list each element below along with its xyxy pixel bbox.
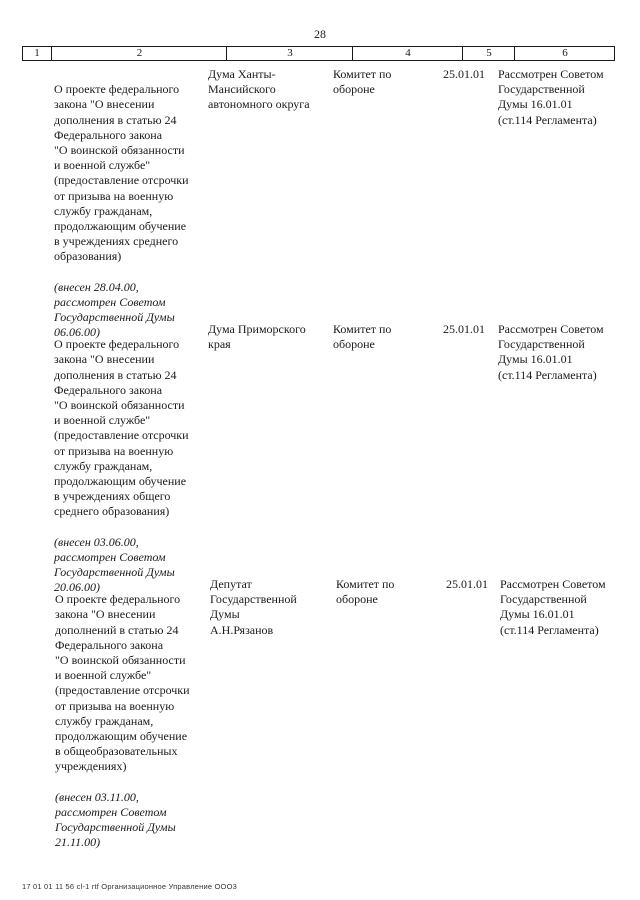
bill-note: (внесен 03.06.00, рассмотрен Советом Государственной Думы 20.06.00) (54, 534, 175, 595)
committee: Комитет по обороне (333, 322, 392, 352)
result: Рассмотрен Советом Государственной Думы 16.01.01 (ст.114 Регламента) (498, 67, 604, 127)
document-footer: 17 01 01 11 56 cl-1 rtf Организационное Управление ООО3 (22, 882, 237, 891)
result: Рассмотрен Советом Государственной Думы 16.01.01 (ст.114 Регламента) (500, 577, 606, 637)
date: 25.01.01 (443, 322, 485, 336)
committee: Комитет по обороне (333, 67, 392, 97)
bill-note: (внесен 28.04.00, рассмотрен Советом Государственной Думы 06.06.00) (54, 279, 175, 340)
committee: Комитет по обороне (336, 577, 395, 607)
date: 25.01.01 (446, 577, 488, 591)
bill-title: О проекте федерального закона "О внесении дополнения в статью 24 Федерального закона "О воинской обязанности и военной службе" (предоставление отсрочки от призыва на военную службу гражданам, продолжающим обучение в учреждениях среднего образования) (54, 82, 189, 264)
column-header-4: 4 (352, 47, 463, 60)
bill-description (54, 67, 204, 356)
result: Рассмотрен Советом Государственной Думы 16.01.01 (ст.114 Регламента) (498, 322, 604, 382)
initiator: Дума Приморского края (208, 322, 306, 352)
initiator: Депутат Государственной Думы А.Н.Рязанов (210, 577, 297, 637)
column-header-3: 3 (226, 47, 353, 60)
bill-title: О проекте федерального закона "О внесении дополнения в статью 24 Федерального закона "О воинской обязанности и военной службе" (предоставление отсрочки от призыва на военную службу гражданам, продолжающим обучение в учреждениях общего среднего образования) (54, 337, 189, 519)
column-header-5: 5 (462, 47, 515, 60)
column-header-1: 1 (34, 47, 40, 59)
column-header-row (22, 46, 615, 61)
date: 25.01.01 (443, 67, 485, 81)
bill-description (54, 322, 204, 611)
bill-note: (внесен 03.11.00, рассмотрен Советом Государственной Думы 21.11.00) (55, 789, 176, 850)
bill-description (55, 577, 205, 866)
initiator: Дума Ханты- Мансийского автономного округа (208, 67, 310, 112)
column-header-2: 2 (51, 47, 227, 60)
column-header-6: 6 (514, 47, 615, 60)
page-number: 28 (314, 27, 326, 41)
bill-title: О проекте федерального закона "О внесении дополнений в статью 24 Федерального закона "О воинской обязанности и военной службе" (предоставление отсрочки от призыва на военную службу гражданам, продолжающим обучение в общеобразовательных учреждениях) (55, 592, 190, 774)
